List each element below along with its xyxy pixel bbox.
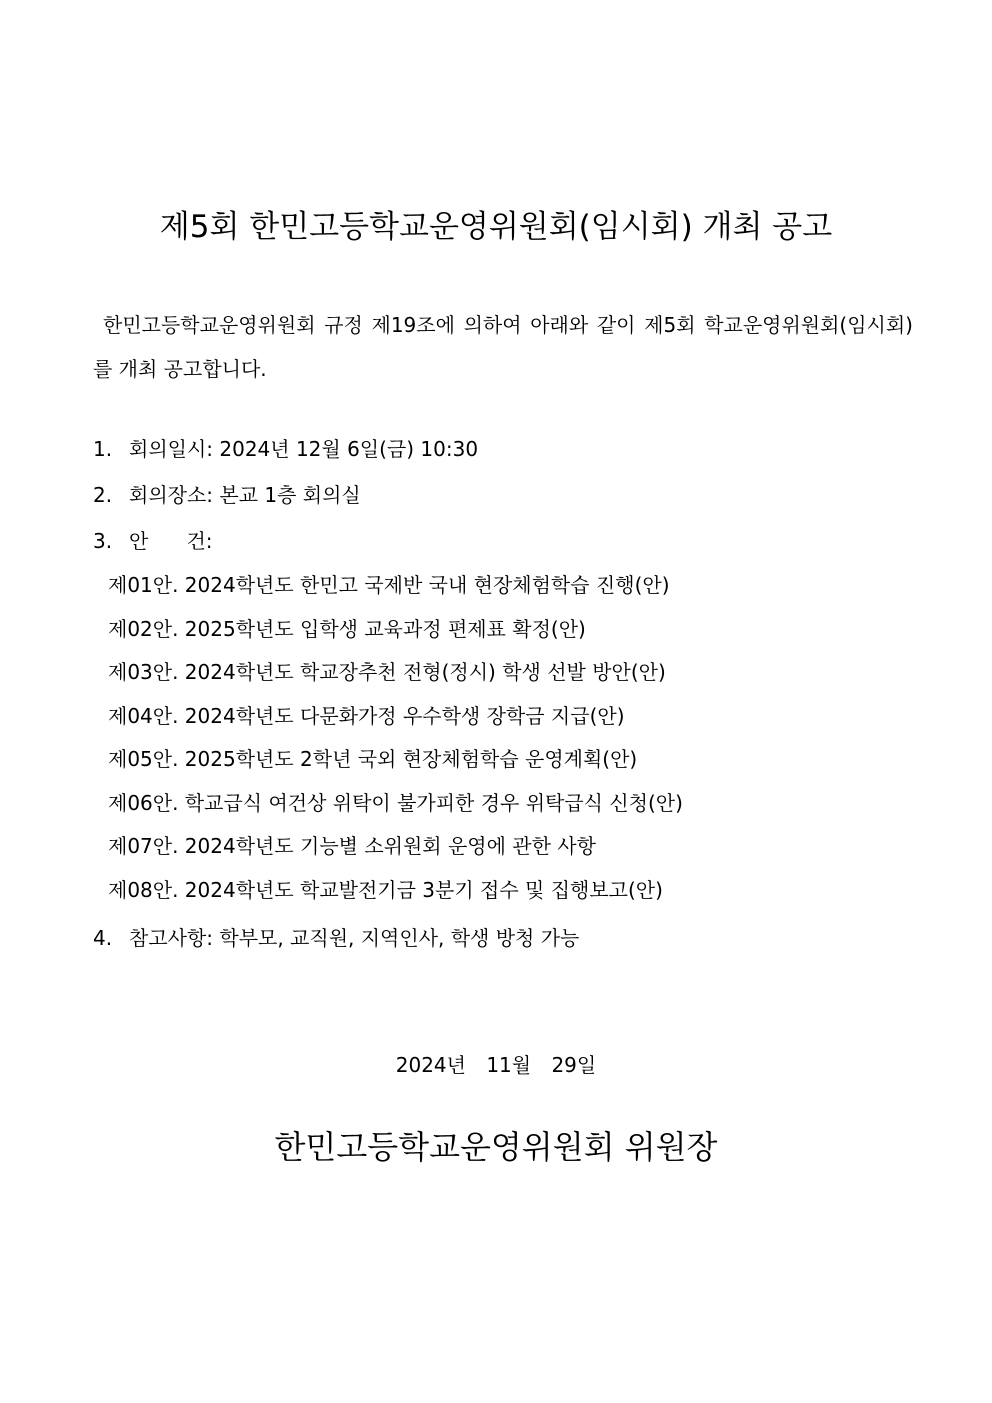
agenda-heading: 안 건:	[129, 529, 213, 553]
agenda-item: 제06안. 학교급식 여건상 위탁이 불가피한 경우 위탁급식 신청(안)	[108, 790, 683, 815]
list-item-agenda-heading	[93, 518, 913, 564]
agenda-list	[108, 564, 683, 912]
intro-paragraph: 한민고등학교운영위원회 규정 제19조에 의하여 아래와 같이 제5회 학교운영위원회(임시회)를 개최 공고합니다.	[93, 313, 913, 381]
agenda-item: 제08안. 2024학년도 학교발전기금 3분기 접수 및 집행보고(안)	[108, 877, 663, 902]
signer-name: 한민고등학교운영위원회 위원장	[274, 1128, 718, 1166]
list-number: 1.	[93, 437, 113, 461]
agenda-item: 제03안. 2024학년도 학교장추천 전형(정시) 학생 선발 방안(안)	[108, 660, 666, 684]
agenda-item: 제01안. 2024학년도 한민고 국제반 국내 현장체험학습 진행(안)	[108, 573, 670, 597]
reference-note	[93, 915, 579, 961]
meeting-place: 회의장소: 본교 1층 회의실	[129, 483, 361, 507]
list-item-place	[93, 472, 913, 518]
agenda-item: 제05안. 2025학년도 2학년 국외 현장체험학습 운영계획(안)	[108, 747, 638, 771]
meeting-info-list	[93, 426, 913, 564]
document-title: 제5회 한민고등학교운영위원회(임시회) 개최 공고	[159, 209, 833, 245]
agenda-item: 제04안. 2024학년도 다문화가정 우수학생 장학금 지급(안)	[108, 703, 625, 728]
list-number: 3.	[93, 529, 113, 553]
list-item-date	[93, 426, 913, 472]
announcement-date: 2024년 11월 29일	[395, 1053, 597, 1077]
list-number: 4.	[93, 926, 113, 950]
agenda-item: 제02안. 2025학년도 입학생 교육과정 편제표 확정(안)	[108, 616, 586, 641]
agenda-item: 제07안. 2024학년도 기능별 소위원회 운영에 관한 사항	[108, 834, 596, 858]
list-number: 2.	[93, 483, 113, 507]
meeting-datetime: 회의일시: 2024년 12월 6일(금) 10:30	[129, 437, 479, 461]
reference-note-text: 참고사항: 학부모, 교직원, 지역인사, 학생 방청 가능	[129, 926, 580, 950]
